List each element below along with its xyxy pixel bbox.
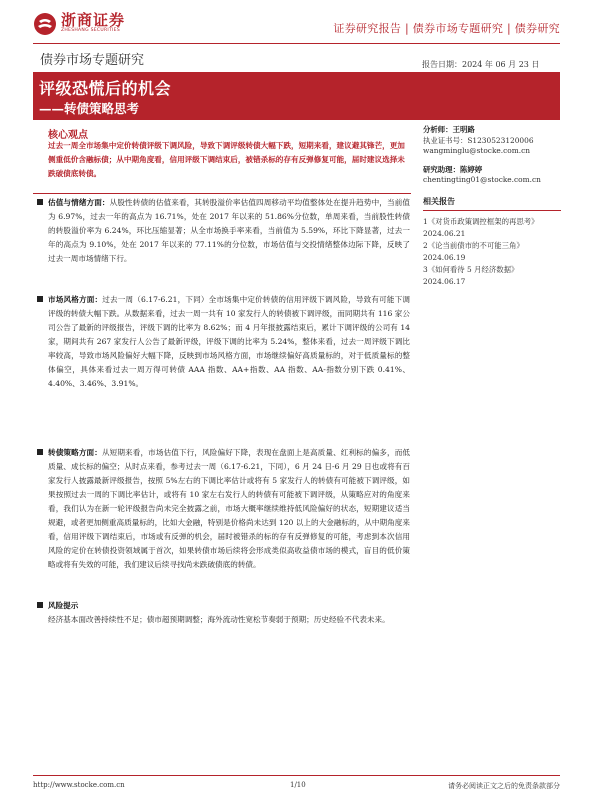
related-reports-list bbox=[423, 216, 573, 288]
bullet-icon bbox=[37, 199, 43, 205]
section-heading: 风险提示 bbox=[48, 601, 79, 610]
section-heading: 估值与情绪方面： bbox=[48, 198, 110, 207]
assistant-email[interactable]: chentingting01@stocke.com.cn bbox=[423, 175, 541, 184]
analyst-name: 分析师：王明路 bbox=[423, 125, 475, 134]
bullet-icon bbox=[37, 449, 43, 455]
series-name: 债券市场专题研究 bbox=[40, 53, 145, 68]
page-number: 1/10 bbox=[290, 781, 306, 789]
footer-divider bbox=[33, 775, 560, 776]
bullet-icon bbox=[37, 602, 43, 608]
core-view-title: 核心观点 bbox=[48, 130, 88, 141]
section-risk bbox=[48, 599, 410, 627]
header-divider bbox=[33, 43, 560, 44]
report-title: 评级恐慌后的机会 bbox=[39, 79, 172, 98]
report-category: 证券研究报告 | 债券市场专题研究 | 债券研究 bbox=[333, 22, 560, 35]
related-report-item[interactable]: 3《如何看待 5 月经济数据》 2024.06.17 bbox=[423, 264, 519, 286]
analyst-license: 执业证书号：S1230523120006 bbox=[423, 135, 534, 145]
section-text: 经济基本面改善持续性不足；债市超预期调整；海外流动性宽松节奏弱于预期；历史经验不代表未来。 bbox=[48, 615, 390, 624]
related-reports-title: 相关报告 bbox=[423, 196, 561, 211]
related-report-item[interactable]: 1《对货币政策调控框架的再思考》 2024.06.21 bbox=[423, 216, 539, 238]
section-text: 从短期来看，市场估值下行，风险偏好下降，表现在盘面上是高质量、红利标的偏多，而低质量、成长标的偏空；从时点来看，参考过去一周（6.17-6.21，下同），6 月 24 日-6 月 29 日也或将有百家发行人披露最新评级报告，按照 5%左右的下调比率估计或将有 5 家发行人的转债有可能被下调评级，如果按照过去一周的下调比率估计，或将有 10 家左右发行人的转债有可能被下调评级，从策略应对的角度来看，我们认为在新一轮评级报告尚未完全披露之前，市场大概率继续维持低风险偏好的状态，短期建议适当规避，或者更加侧重高质量标的，比如大金融，特别是价格尚未达到 120 以上的大金融标的，从中期角度来看，信用评级下调结束后，市场或有反弹的机会，届时被错杀的标的存有反弹修复的可能，考虑到本次信用风险的定价在转债投资领域属于首次，如果转债市场后续将会形成类似高收益债市场的模式，盲目的低价策略或将有失效的可能，我们建议后续寻找尚未跌破债底的转债。 bbox=[48, 448, 411, 569]
core-view-text: 过去一周全市场集中定价转债评级下调风险，导致下调评级转债大幅下跌，短期来看，建议避其锋芒，更加侧重低价含融标债；从中期角度看，信用评级下调结束后，被错杀标的存有反弹修复可能，届时建议选择未跌破债底转债。 bbox=[48, 141, 405, 178]
author-sidebar bbox=[423, 125, 573, 288]
top-bar bbox=[0, 0, 600, 40]
section-valuation bbox=[48, 196, 410, 266]
footer-url[interactable]: http://www.stocke.com.cn bbox=[33, 781, 125, 789]
bullet-icon bbox=[37, 296, 43, 302]
section-strategy bbox=[48, 446, 410, 572]
title-banner bbox=[33, 72, 560, 120]
report-subtitle: ——转债策略思考 bbox=[39, 101, 140, 116]
logo-en-text: ZHESHANG SECURITIES bbox=[61, 28, 120, 33]
assistant-name: 研究助理：陈婷婷 bbox=[423, 164, 483, 174]
section-text: 过去一周（6.17-6.21，下同）全市场集中定价转债的信用评级下调风险，导致有可能下调评级的转债大幅下跌。从数据来看，过去一周一共有 10 家发行人的转债被下调评级，而同期共有 116 家公司公告了最新的评级报告，评级下调的比率为 8.62%；而 4 月年报披露结束后，累计下调评级的公司有 14 家，期间共有 267 家发行人公告了最新评级，评级下调的比率为 5.24%，整体来看，过去一周评级下调比率较高，导致市场风险偏好大幅下降，反映到市场风格方面，市场继续偏好高质量标的，对于低质量标的整体偏空，具体来看过去一周万得可转债 AAA 指数、AA+指数、AA 指数、AA-指数分别下跌 0.41%、4.40%、3.46%、3.91%。 bbox=[48, 295, 410, 388]
report-date: 报告日期：2024 年 06 月 23 日 bbox=[422, 60, 540, 69]
body-divider bbox=[33, 193, 411, 194]
logo-cn-text: 浙商证券 bbox=[61, 11, 126, 29]
analyst-email[interactable]: wangminglu@stocke.com.cn bbox=[423, 146, 530, 155]
section-market-style bbox=[48, 293, 410, 391]
logo-mark-icon bbox=[33, 12, 57, 36]
company-logo bbox=[33, 12, 125, 36]
section-text: 从股性转债的估值来看，其转股溢价率估值四周移动平均值整体处在提升趋势中，当前值为 6.97%，过去一年的高点为 16.71%，处在 2017 年以来的 51.86%分位数，单周来看，当前股性转债的转股溢价率为 6.24%，环比压缩显著；从全市场换手率来看，当前值为 5.59%，环比下降显著，过去一年的高点为 9.10%，处在 2017 年以来的 77.11%的分位数，市场估值与交投情绪整体边际下降，反映了过去一周市场情绪下行。 bbox=[48, 198, 410, 263]
disclaimer-note: 请务必阅读正文之后的免责条款部分 bbox=[448, 782, 560, 790]
related-report-item[interactable]: 2《论当前债市的不可能三角》 2024.06.19 bbox=[423, 240, 524, 262]
section-heading: 转债策略方面： bbox=[48, 448, 102, 457]
section-heading: 市场风格方面： bbox=[48, 295, 103, 304]
